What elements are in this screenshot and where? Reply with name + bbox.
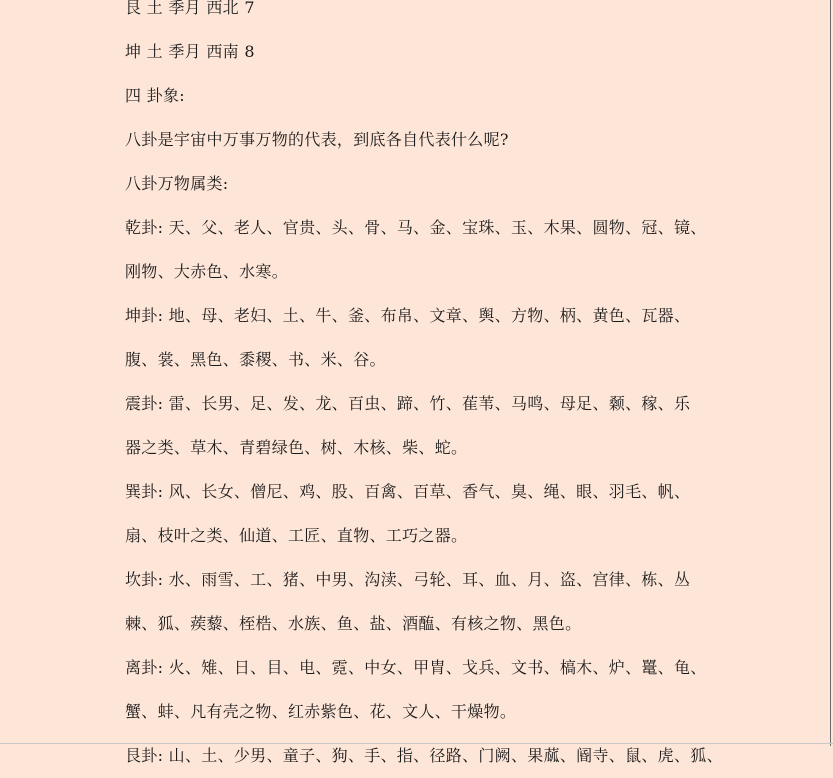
text-line: 坤 土 季月 西南 8 <box>125 42 255 61</box>
document-body <box>125 0 725 778</box>
text-line: 坤卦: 地、母、老妇、土、牛、釜、布帛、文章、舆、方物、柄、黄色、瓦器、 <box>125 306 691 325</box>
text-line: 八卦是宇宙中万事万物的代表，到底各自代表什么呢? <box>125 130 509 149</box>
text-line: 离卦: 火、雉、日、目、电、霓、中女、甲胄、戈兵、文书、槁木、炉、鼍、龟、 <box>125 658 707 677</box>
text-line: 器之类、草木、青碧绿色、树、木核、柴、蛇。 <box>125 438 468 457</box>
text-line: 腹、裳、黑色、黍稷、书、米、谷。 <box>125 350 386 369</box>
section-heading: 四 卦象: <box>125 86 185 105</box>
text-line: 刚物、大赤色、水寒。 <box>125 262 289 281</box>
page-bottom-border <box>0 743 833 744</box>
text-line: 棘、狐、蒺藜、桎梏、水族、鱼、盐、酒醢、有核之物、黑色。 <box>125 614 582 633</box>
text-line: 蟹、蚌、凡有壳之物、红赤紫色、花、文人、干燥物。 <box>125 702 517 721</box>
text-line: 震卦: 雷、长男、足、发、龙、百虫、蹄、竹、萑苇、马鸣、母足、颡、稼、乐 <box>125 394 691 413</box>
text-line: 扇、枝叶之类、仙道、工匠、直物、工巧之器。 <box>125 526 468 545</box>
text-line: 巽卦: 风、长女、僧尼、鸡、股、百禽、百草、香气、臭、绳、眼、羽毛、帆、 <box>125 482 691 501</box>
text-line: 艮卦: 山、土、少男、童子、狗、手、指、径路、门阙、果蓏、阍寺、鼠、虎、狐、 <box>125 746 723 765</box>
text-line: 八卦万物属类: <box>125 174 229 193</box>
text-line: 艮 土 季月 西北 7 <box>125 0 255 17</box>
page-right-border <box>830 0 831 746</box>
text-line: 乾卦: 天、父、老人、官贵、头、骨、马、金、宝珠、玉、木果、圆物、冠、镜、 <box>125 218 707 237</box>
text-line: 坎卦: 水、雨雪、工、猪、中男、沟渎、弓轮、耳、血、月、盗、宫律、栋、丛 <box>125 570 691 589</box>
